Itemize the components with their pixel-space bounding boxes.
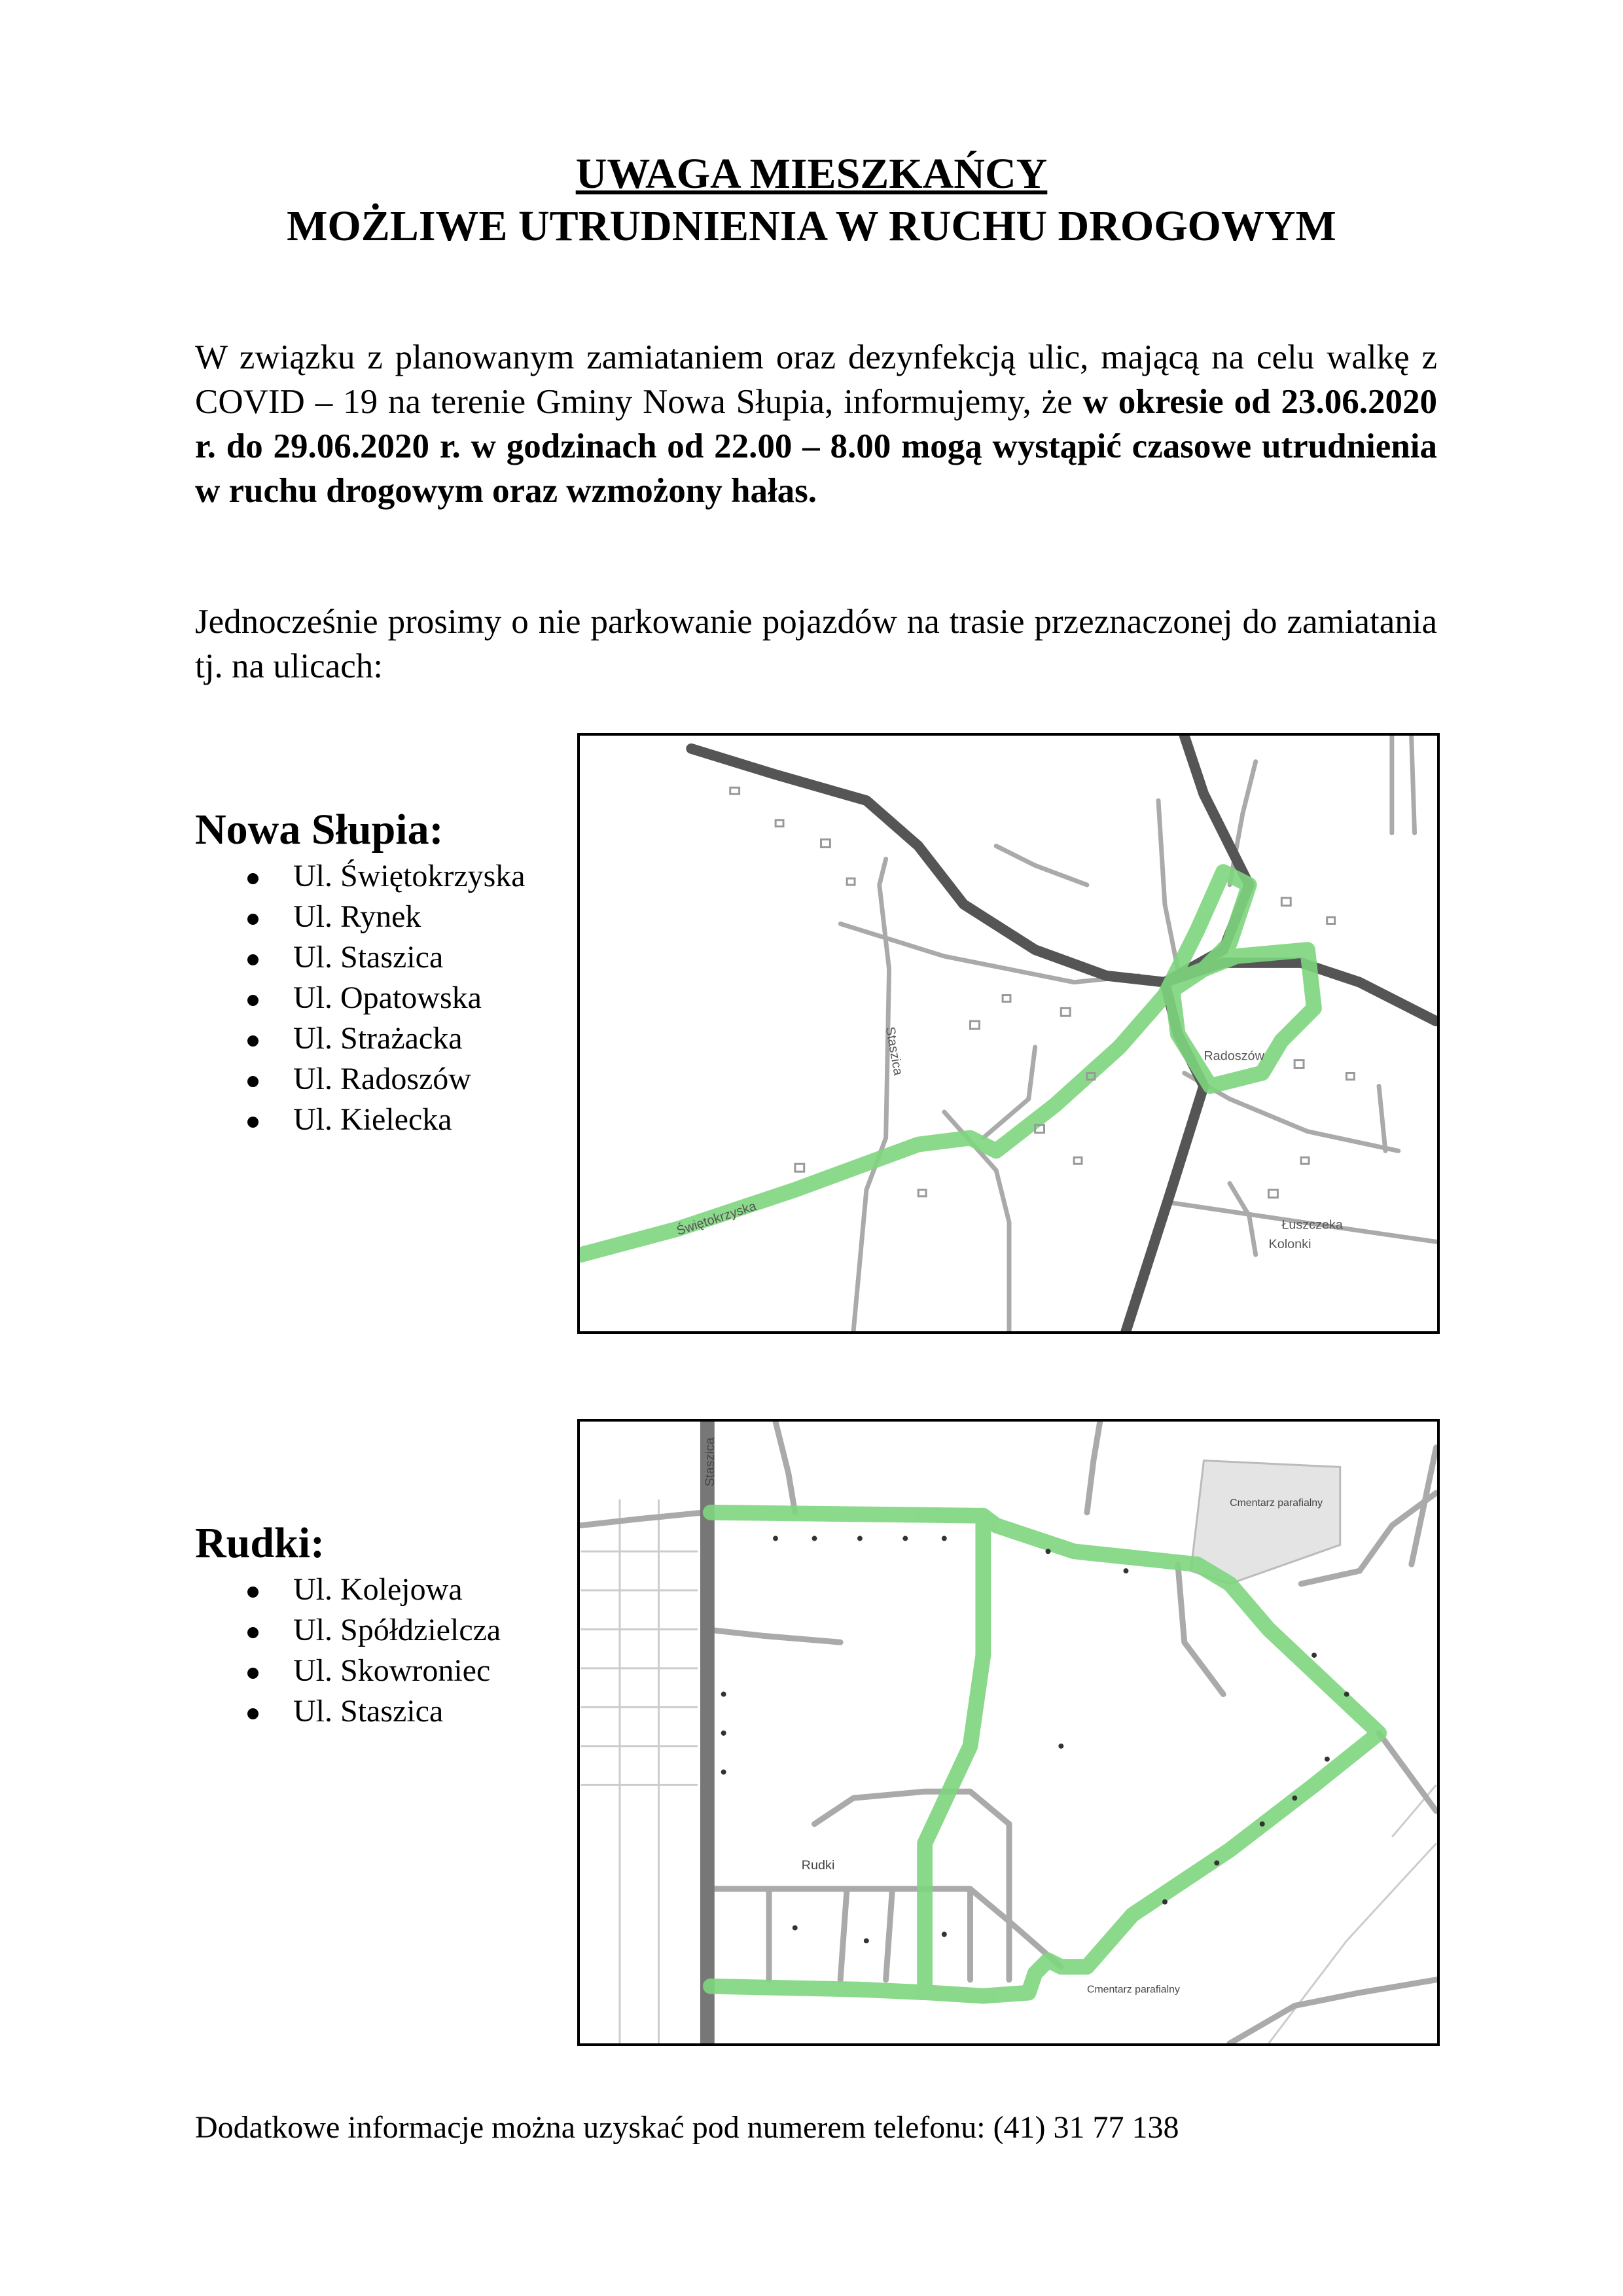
- map-rudki: [577, 1419, 1440, 2046]
- footer-contact: Dodatkowe informacje można uzyskać pod numerem telefonu: (41) 31 77 138: [195, 2110, 1179, 2145]
- building: [847, 878, 855, 885]
- route-kolejowa: [925, 1516, 983, 1986]
- list-item: Ul. Strażacka: [247, 1018, 526, 1059]
- intro-bold-text: w okresie od 23.06.2020 r. do 29.06.2020 r. w godzinach od 22.00 – 8.00 mogą wystąpić czasowe utrudnienia w ruchu drogowym oraz wzmożony hałas.: [195, 383, 1437, 510]
- building: [730, 787, 740, 794]
- intro-paragraph: [195, 335, 1437, 513]
- map-dot: [721, 1692, 726, 1697]
- building: [795, 1164, 804, 1172]
- field-line: [1269, 1844, 1436, 2043]
- map-dot: [1344, 1692, 1349, 1697]
- field-line: [1392, 1785, 1436, 1837]
- field-line: [620, 1499, 658, 2043]
- building: [1301, 1157, 1309, 1164]
- minor-road: [1230, 1980, 1436, 2043]
- route-loop: [711, 1513, 1379, 1996]
- intro-text: W związku z planowanym zamiataniem oraz dezynfekcją ulic, mającą na celu walkę z COVID – 19 na terenie Gminy Nowa Słupia, informujemy, że: [195, 338, 1437, 421]
- map-label: Świętokrzyska: [675, 1198, 758, 1239]
- map-dot: [942, 1536, 947, 1541]
- minor-road: [1379, 1733, 1436, 1811]
- map-dot: [1260, 1821, 1265, 1827]
- list-item: Ul. Staszica: [247, 937, 526, 978]
- main-roads: [691, 736, 1436, 1331]
- list-item: Ul. Staszica: [247, 1691, 501, 1732]
- map-dot: [1311, 1653, 1317, 1658]
- minor-road: [1412, 736, 1415, 833]
- map-rudki-drawing: [580, 1422, 1437, 2043]
- route-swietokrzyska: [581, 996, 1165, 1255]
- map-dots: [721, 1536, 1349, 1944]
- minor-road: [1230, 1183, 1256, 1255]
- map-nowa-slupia: [577, 733, 1440, 1334]
- map-dot: [902, 1536, 908, 1541]
- map-label: Staszica: [702, 1437, 717, 1487]
- map-label: Staszica: [882, 1026, 906, 1077]
- list-item: Ul. Kielecka: [247, 1100, 526, 1140]
- main-road: [691, 749, 1165, 982]
- street-list-nowa-slupia: [247, 856, 526, 1140]
- minor-road: [1301, 1571, 1359, 1584]
- building: [1346, 1073, 1354, 1079]
- map-dot: [1046, 1549, 1051, 1554]
- building: [776, 820, 783, 827]
- minor-road: [996, 846, 1087, 885]
- list-item: Ul. Świętokrzyska: [247, 856, 526, 897]
- minor-road: [1158, 800, 1178, 969]
- title-line-1: UWAGA MIESZKAŃCY: [575, 150, 1048, 198]
- building: [1269, 1190, 1278, 1198]
- map-label: Rudki: [801, 1858, 835, 1873]
- list-item: Ul. Spółdzielcza: [247, 1610, 501, 1651]
- building: [971, 1021, 980, 1029]
- building: [821, 840, 830, 848]
- map-dot: [721, 1770, 726, 1775]
- minor-road: [814, 1791, 1008, 1824]
- map-dot: [1058, 1744, 1063, 1749]
- street-list-rudki: [247, 1570, 501, 1732]
- building: [1327, 918, 1335, 924]
- minor-road: [1379, 1086, 1385, 1151]
- section-title-rudki: Rudki:: [195, 1519, 325, 1567]
- request-paragraph: Jednocześnie prosimy o nie parkowanie pojazdów na trasie przeznaczonej do zamiatania tj. na ulicach:: [195, 603, 1437, 685]
- map-label: Łuszczeka: [1281, 1217, 1343, 1232]
- buildings: [730, 787, 1355, 1197]
- map-dot: [1214, 1860, 1219, 1865]
- map-dot: [721, 1731, 726, 1736]
- map-dot: [857, 1536, 863, 1541]
- map-dot: [942, 1931, 947, 1937]
- list-item: Ul. Kolejowa: [247, 1570, 501, 1610]
- map-dot: [773, 1536, 778, 1541]
- minor-road: [1087, 1422, 1100, 1513]
- map-label: Radoszów: [1204, 1049, 1264, 1064]
- minor-road: [776, 1422, 795, 1513]
- map-dot: [1325, 1757, 1330, 1762]
- building: [1074, 1157, 1082, 1164]
- building: [1281, 898, 1291, 906]
- minor-road: [704, 1629, 840, 1642]
- map-dot: [864, 1938, 869, 1943]
- list-item: Ul. Rynek: [247, 897, 526, 937]
- map-nowa-slupia-drawing: [580, 736, 1437, 1331]
- map-dot: [1124, 1568, 1129, 1573]
- list-item: Ul. Skowroniec: [247, 1651, 501, 1691]
- minor-road: [886, 1889, 893, 1980]
- title-line-2: MOŻLIWE UTRUDNIENIA W RUCHU DROGOWYM: [287, 202, 1336, 250]
- map-dot: [793, 1926, 798, 1931]
- building: [918, 1190, 926, 1196]
- map-label: Cmentarz parafialny: [1086, 1984, 1180, 1996]
- map-label: Cmentarz parafialny: [1230, 1497, 1323, 1509]
- list-item: Ul. Radoszów: [247, 1059, 526, 1100]
- field-line: [581, 1551, 698, 1785]
- route-loop-radoszow: [1171, 950, 1314, 1086]
- map-dot: [1292, 1795, 1297, 1801]
- section-title-nowa-slupia: Nowa Słupia:: [195, 806, 444, 853]
- highlighted-routes: [711, 1513, 1379, 1996]
- minor-road: [840, 1889, 847, 1980]
- building: [1061, 1008, 1070, 1016]
- map-dot: [1162, 1899, 1168, 1905]
- map-label: Kolonki: [1268, 1237, 1311, 1252]
- minor-road: [581, 1513, 704, 1526]
- map-dot: [812, 1536, 817, 1541]
- list-item: Ul. Opatowska: [247, 978, 526, 1018]
- building: [1294, 1060, 1304, 1068]
- building: [1003, 996, 1010, 1002]
